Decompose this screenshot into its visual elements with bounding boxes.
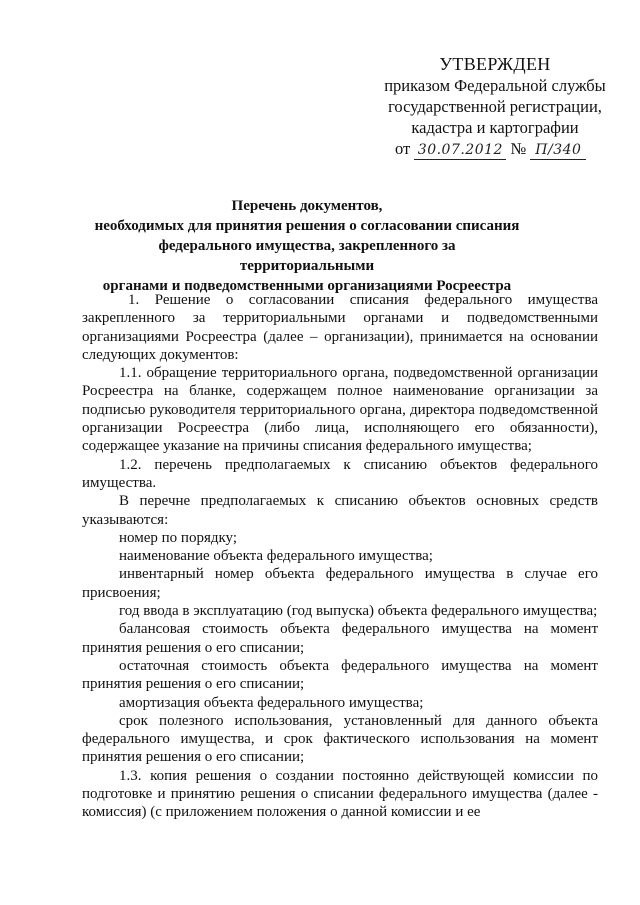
number-label: № — [510, 139, 527, 158]
approval-line: кадастра и картографии — [411, 118, 579, 137]
paragraph-list-intro: В перечне предполагаемых к списанию объектов основных средств указываются: — [82, 493, 598, 528]
order-date-number-line — [365, 138, 625, 160]
list-item: срок полезного использования, установленный для данного объекта федерального имущества, и срок фактического использования на момент принятия решения о его списании; — [82, 712, 598, 766]
list-item: балансовая стоимость объекта федерального имущества на момент принятия решения о его списании; — [82, 621, 598, 656]
document-body — [82, 291, 598, 822]
title-line: органами и подведомственными организациями Росреестра — [102, 278, 512, 294]
paragraph-1-1: 1.1. обращение территориального органа, подведомственной организации Росреестра на бланке, содержащем полное наименование организации за подписью руководителя территориального органа, директора подведомственной организации Росреестра (либо лица, исполняющего его обязанности), содержащее указание на причины списания федерального имущества; — [82, 365, 598, 455]
order-number-handwritten: П/340 — [535, 142, 582, 158]
paragraph-1-2: 1.2. перечень предполагаемых к списанию объектов федерального имущества. — [82, 456, 598, 491]
paragraph-1-3: 1.3. копия решения о создании постоянно действующей комиссии по подготовке и принятию решения о списании федерального имущества (далее - комиссия) (с приложением положения о данной комиссии и ее — [82, 767, 598, 821]
document-title — [92, 196, 522, 296]
title-line: федерального имущества, закрепленного за территориальными — [158, 238, 456, 274]
title-line: необходимых для принятия решения о согласовании списания — [94, 218, 520, 234]
approval-stamp-block — [365, 54, 625, 160]
list-item: наименование объекта федерального имущества; — [119, 548, 433, 565]
approval-line: государственной регистрации, — [388, 97, 602, 116]
order-number-field — [530, 140, 586, 160]
paragraph-1: 1. Решение о согласовании списания федерального имущества закрепленного за территориальными органами и подведомственными организациями Росреестра (далее – организации), принимается на основании следующих документов: — [82, 292, 598, 363]
list-item: год ввода в эксплуатацию (год выпуска) объекта федерального имущества; — [119, 603, 598, 620]
list-item: остаточная стоимость объекта федерального имущества на момент принятия решения о его списании; — [82, 657, 598, 693]
approval-heading: УТВЕРЖДЕН — [439, 54, 551, 74]
approval-line: приказом Федеральной службы — [384, 76, 606, 95]
order-date-field — [414, 140, 506, 160]
list-item: номер по порядку; — [119, 529, 238, 546]
title-line: Перечень документов, — [231, 198, 383, 214]
from-label: от — [395, 139, 411, 158]
list-item: амортизация объекта федерального имущества; — [119, 694, 424, 711]
list-item: инвентарный номер объекта федерального имущества в случае его присвоения; — [82, 566, 598, 601]
order-date-handwritten: 30.07.2012 — [417, 142, 503, 158]
